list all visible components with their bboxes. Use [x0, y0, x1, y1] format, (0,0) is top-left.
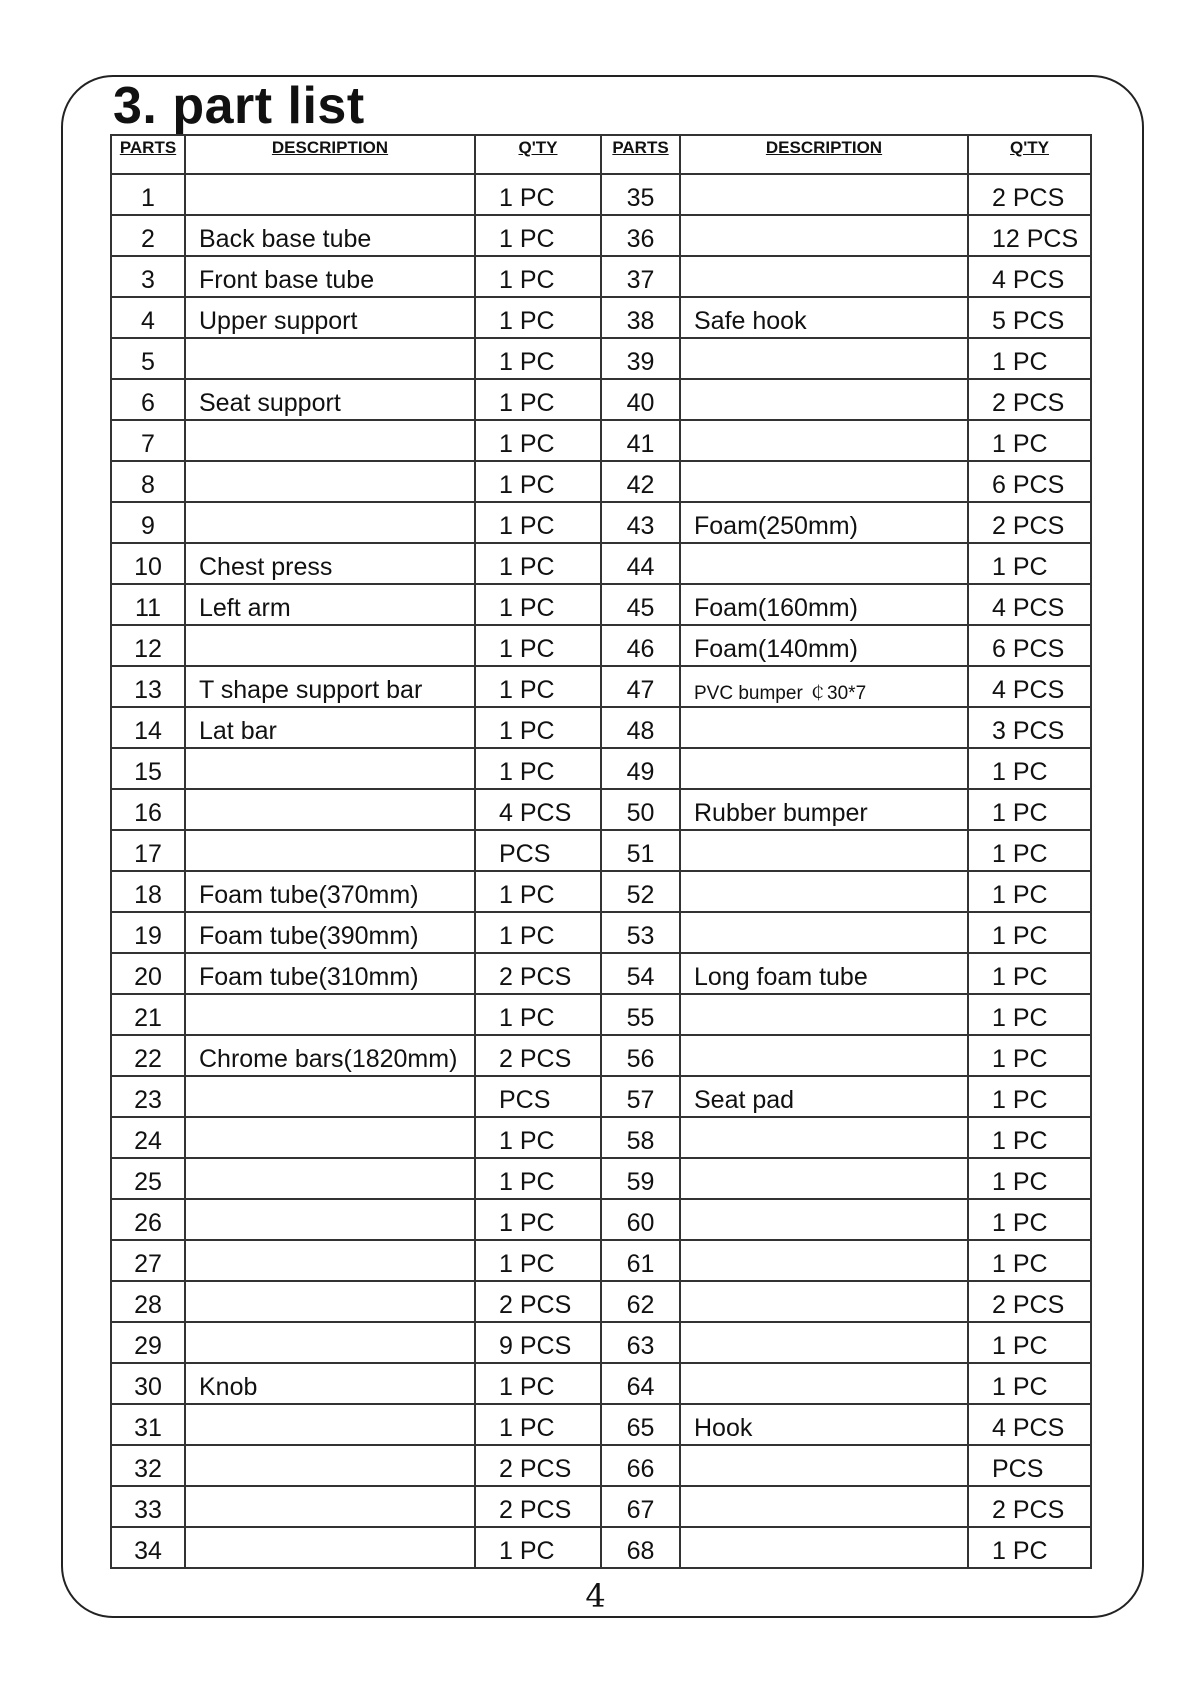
part-number-cell: 63: [601, 1322, 680, 1363]
part-description-cell: Safe hook: [680, 297, 968, 338]
table-row: [111, 1158, 1091, 1199]
table-row: [111, 1281, 1091, 1322]
part-number-cell: 22: [111, 1035, 185, 1076]
part-number-cell: 2: [111, 215, 185, 256]
part-description-cell: [680, 420, 968, 461]
part-description-cell: [185, 994, 475, 1035]
part-number-cell: 15: [111, 748, 185, 789]
table-row: [111, 748, 1091, 789]
table-row: [111, 1199, 1091, 1240]
part-qty-cell: 1 PC: [475, 1527, 601, 1568]
part-description-cell: Seat support: [185, 379, 475, 420]
part-qty-cell: 1 PC: [475, 215, 601, 256]
table-row: [111, 256, 1091, 297]
part-qty-cell: 1 PC: [475, 707, 601, 748]
table-row: [111, 461, 1091, 502]
part-number-cell: 61: [601, 1240, 680, 1281]
part-qty-cell: 1 PC: [968, 748, 1091, 789]
part-number-cell: 20: [111, 953, 185, 994]
part-qty-cell: 6 PCS: [968, 625, 1091, 666]
part-number-cell: 39: [601, 338, 680, 379]
part-number-cell: 42: [601, 461, 680, 502]
part-description-cell: [185, 830, 475, 871]
part-qty-cell: 1 PC: [968, 1199, 1091, 1240]
table-row: [111, 953, 1091, 994]
part-description-cell: [680, 174, 968, 215]
part-number-cell: 6: [111, 379, 185, 420]
table-row: [111, 666, 1091, 707]
table-row: [111, 215, 1091, 256]
part-qty-cell: 1 PC: [968, 1322, 1091, 1363]
part-number-cell: 5: [111, 338, 185, 379]
part-qty-cell: 1 PC: [475, 1404, 601, 1445]
part-description-cell: [680, 461, 968, 502]
part-number-cell: 23: [111, 1076, 185, 1117]
part-description-cell: Foam tube(370mm): [185, 871, 475, 912]
table-row: [111, 912, 1091, 953]
part-description-cell: Foam tube(390mm): [185, 912, 475, 953]
part-description-cell: Foam(140mm): [680, 625, 968, 666]
part-description-cell: [680, 1281, 968, 1322]
part-number-cell: 64: [601, 1363, 680, 1404]
header-description-right: DESCRIPTION: [680, 135, 968, 174]
part-qty-cell: 1 PC: [968, 338, 1091, 379]
part-qty-cell: 2 PCS: [475, 1035, 601, 1076]
part-qty-cell: 1 PC: [475, 1158, 601, 1199]
part-qty-cell: 1 PC: [475, 543, 601, 584]
part-qty-cell: 1 PC: [475, 379, 601, 420]
part-qty-cell: 2 PCS: [968, 174, 1091, 215]
part-description-cell: [185, 748, 475, 789]
part-number-cell: 25: [111, 1158, 185, 1199]
part-qty-cell: 1 PC: [475, 625, 601, 666]
table-row: [111, 1527, 1091, 1568]
part-number-cell: 49: [601, 748, 680, 789]
part-description-cell: [185, 1527, 475, 1568]
part-qty-cell: 1 PC: [475, 994, 601, 1035]
part-qty-cell: 1 PC: [968, 1240, 1091, 1281]
part-description-cell: Back base tube: [185, 215, 475, 256]
part-number-cell: 44: [601, 543, 680, 584]
part-qty-cell: 1 PC: [475, 1240, 601, 1281]
part-description-cell: [680, 1363, 968, 1404]
part-number-cell: 27: [111, 1240, 185, 1281]
part-description-cell: Hook: [680, 1404, 968, 1445]
header-parts-right: PARTS: [601, 135, 680, 174]
table-row: [111, 1240, 1091, 1281]
part-number-cell: 68: [601, 1527, 680, 1568]
part-description-cell: T shape support bar: [185, 666, 475, 707]
part-number-cell: 1: [111, 174, 185, 215]
part-description-cell: [680, 1527, 968, 1568]
part-number-cell: 52: [601, 871, 680, 912]
page-title: 3. part list: [113, 77, 365, 135]
part-number-cell: 24: [111, 1117, 185, 1158]
part-description-cell: Front base tube: [185, 256, 475, 297]
part-number-cell: 33: [111, 1486, 185, 1527]
part-description-cell: [680, 338, 968, 379]
table-row: [111, 543, 1091, 584]
part-qty-cell: 4 PCS: [475, 789, 601, 830]
part-description-cell: [185, 1486, 475, 1527]
part-number-cell: 31: [111, 1404, 185, 1445]
table-row: [111, 994, 1091, 1035]
part-number-cell: 58: [601, 1117, 680, 1158]
part-number-cell: 18: [111, 871, 185, 912]
part-description-cell: [185, 502, 475, 543]
part-qty-cell: PCS: [475, 830, 601, 871]
part-number-cell: 51: [601, 830, 680, 871]
part-qty-cell: 2 PCS: [968, 1281, 1091, 1322]
part-description-cell: Upper support: [185, 297, 475, 338]
part-qty-cell: 2 PCS: [475, 953, 601, 994]
table-row: [111, 1445, 1091, 1486]
part-qty-cell: 1 PC: [475, 666, 601, 707]
part-description-cell: [185, 1445, 475, 1486]
part-qty-cell: 1 PC: [968, 871, 1091, 912]
part-number-cell: 29: [111, 1322, 185, 1363]
part-qty-cell: 1 PC: [475, 338, 601, 379]
part-description-cell: [185, 1199, 475, 1240]
part-number-cell: 10: [111, 543, 185, 584]
part-number-cell: 11: [111, 584, 185, 625]
part-number-cell: 35: [601, 174, 680, 215]
part-number-cell: 26: [111, 1199, 185, 1240]
part-number-cell: 16: [111, 789, 185, 830]
part-description-cell: [680, 707, 968, 748]
part-description-cell: [680, 994, 968, 1035]
table-row: [111, 1404, 1091, 1445]
part-number-cell: 57: [601, 1076, 680, 1117]
header-qty-left: Q'TY: [475, 135, 601, 174]
table-row: [111, 625, 1091, 666]
part-description-cell: [185, 1404, 475, 1445]
part-description-cell: [680, 871, 968, 912]
table-row: [111, 871, 1091, 912]
table-row: [111, 379, 1091, 420]
part-number-cell: 19: [111, 912, 185, 953]
part-qty-cell: 2 PCS: [968, 379, 1091, 420]
part-description-cell: [680, 1445, 968, 1486]
part-description-cell: [185, 1158, 475, 1199]
part-qty-cell: 2 PCS: [475, 1486, 601, 1527]
part-qty-cell: 5 PCS: [968, 297, 1091, 338]
part-qty-cell: 6 PCS: [968, 461, 1091, 502]
table-row: [111, 1117, 1091, 1158]
part-qty-cell: 12 PCS: [968, 215, 1091, 256]
part-qty-cell: 1 PC: [475, 1199, 601, 1240]
table-row: [111, 297, 1091, 338]
part-description-cell: Foam(160mm): [680, 584, 968, 625]
part-description-cell: Foam tube(310mm): [185, 953, 475, 994]
part-number-cell: 41: [601, 420, 680, 461]
part-description-cell: [680, 256, 968, 297]
part-description-cell: [680, 543, 968, 584]
part-number-cell: 30: [111, 1363, 185, 1404]
part-number-cell: 66: [601, 1445, 680, 1486]
part-qty-cell: 1 PC: [968, 912, 1091, 953]
part-description-cell: [680, 1117, 968, 1158]
table-row: [111, 502, 1091, 543]
page-number: 4: [585, 1577, 606, 1615]
part-description-cell: [680, 1486, 968, 1527]
part-qty-cell: 1 PC: [475, 1117, 601, 1158]
part-number-cell: 65: [601, 1404, 680, 1445]
part-number-cell: 43: [601, 502, 680, 543]
part-description-cell: PVC bumper ￠30*7: [680, 666, 968, 707]
part-number-cell: 46: [601, 625, 680, 666]
part-qty-cell: 1 PC: [475, 912, 601, 953]
parts-table: [110, 134, 1092, 1569]
part-qty-cell: 1 PC: [475, 256, 601, 297]
part-number-cell: 53: [601, 912, 680, 953]
part-description-cell: [185, 174, 475, 215]
part-number-cell: 4: [111, 297, 185, 338]
part-number-cell: 34: [111, 1527, 185, 1568]
part-number-cell: 28: [111, 1281, 185, 1322]
part-description-cell: Foam(250mm): [680, 502, 968, 543]
part-qty-cell: 1 PC: [475, 174, 601, 215]
part-description-cell: [185, 420, 475, 461]
part-qty-cell: PCS: [475, 1076, 601, 1117]
part-description-cell: [680, 1035, 968, 1076]
table-row: [111, 707, 1091, 748]
table-row: [111, 1322, 1091, 1363]
header-qty-right: Q'TY: [968, 135, 1091, 174]
part-number-cell: 50: [601, 789, 680, 830]
table-row: [111, 789, 1091, 830]
part-number-cell: 67: [601, 1486, 680, 1527]
part-number-cell: 37: [601, 256, 680, 297]
part-qty-cell: 1 PC: [968, 420, 1091, 461]
part-number-cell: 7: [111, 420, 185, 461]
part-qty-cell: 1 PC: [968, 1076, 1091, 1117]
part-description-cell: [680, 1158, 968, 1199]
part-description-cell: [680, 748, 968, 789]
part-qty-cell: 1 PC: [968, 953, 1091, 994]
table-row: [111, 1035, 1091, 1076]
part-qty-cell: 1 PC: [475, 502, 601, 543]
part-qty-cell: 1 PC: [475, 420, 601, 461]
part-description-cell: Chest press: [185, 543, 475, 584]
part-number-cell: 59: [601, 1158, 680, 1199]
part-description-cell: Rubber bumper: [680, 789, 968, 830]
part-qty-cell: 1 PC: [968, 1527, 1091, 1568]
part-description-cell: [185, 625, 475, 666]
part-description-cell: [185, 1117, 475, 1158]
table-row: [111, 1486, 1091, 1527]
part-description-cell: [680, 912, 968, 953]
table-row: [111, 174, 1091, 215]
part-description-cell: [680, 830, 968, 871]
part-number-cell: 9: [111, 502, 185, 543]
part-qty-cell: 1 PC: [475, 1363, 601, 1404]
part-qty-cell: 1 PC: [968, 994, 1091, 1035]
part-description-cell: Chrome bars(1820mm): [185, 1035, 475, 1076]
part-number-cell: 55: [601, 994, 680, 1035]
table-row: [111, 1363, 1091, 1404]
part-description-cell: [185, 461, 475, 502]
part-qty-cell: 2 PCS: [968, 502, 1091, 543]
part-description-cell: [185, 1281, 475, 1322]
part-number-cell: 56: [601, 1035, 680, 1076]
part-qty-cell: 1 PC: [475, 297, 601, 338]
part-qty-cell: 1 PC: [475, 871, 601, 912]
part-description-cell: Left arm: [185, 584, 475, 625]
part-qty-cell: 4 PCS: [968, 1404, 1091, 1445]
part-number-cell: 48: [601, 707, 680, 748]
part-description-cell: [185, 338, 475, 379]
part-description-cell: Seat pad: [680, 1076, 968, 1117]
part-number-cell: 60: [601, 1199, 680, 1240]
part-qty-cell: 2 PCS: [968, 1486, 1091, 1527]
part-description-cell: [680, 1240, 968, 1281]
table-row: [111, 584, 1091, 625]
table-row: [111, 420, 1091, 461]
part-description-cell: [680, 379, 968, 420]
part-qty-cell: 1 PC: [968, 1158, 1091, 1199]
part-qty-cell: 1 PC: [968, 830, 1091, 871]
part-qty-cell: 1 PC: [968, 1363, 1091, 1404]
table-row: [111, 338, 1091, 379]
part-qty-cell: PCS: [968, 1445, 1091, 1486]
part-description-cell: Lat bar: [185, 707, 475, 748]
part-qty-cell: 2 PCS: [475, 1445, 601, 1486]
part-number-cell: 8: [111, 461, 185, 502]
part-number-cell: 3: [111, 256, 185, 297]
part-qty-cell: 1 PC: [968, 543, 1091, 584]
part-qty-cell: 4 PCS: [968, 666, 1091, 707]
part-qty-cell: 2 PCS: [475, 1281, 601, 1322]
header-parts-left: PARTS: [111, 135, 185, 174]
part-qty-cell: 4 PCS: [968, 256, 1091, 297]
part-number-cell: 45: [601, 584, 680, 625]
part-number-cell: 14: [111, 707, 185, 748]
part-qty-cell: 3 PCS: [968, 707, 1091, 748]
part-number-cell: 36: [601, 215, 680, 256]
part-number-cell: 47: [601, 666, 680, 707]
table-row: [111, 1076, 1091, 1117]
part-description-cell: [680, 1322, 968, 1363]
part-qty-cell: 1 PC: [968, 1117, 1091, 1158]
part-number-cell: 62: [601, 1281, 680, 1322]
part-description-cell: [185, 1322, 475, 1363]
part-description-cell: [680, 1199, 968, 1240]
part-number-cell: 54: [601, 953, 680, 994]
table-header-row: [111, 135, 1091, 174]
parts-table-body: [111, 174, 1091, 1568]
part-description-cell: [185, 1240, 475, 1281]
part-description-cell: [185, 789, 475, 830]
part-qty-cell: 1 PC: [968, 1035, 1091, 1076]
part-description-cell: [185, 1076, 475, 1117]
part-number-cell: 32: [111, 1445, 185, 1486]
part-qty-cell: 1 PC: [968, 789, 1091, 830]
part-qty-cell: 9 PCS: [475, 1322, 601, 1363]
part-description-cell: [680, 215, 968, 256]
part-number-cell: 13: [111, 666, 185, 707]
part-description-cell: Long foam tube: [680, 953, 968, 994]
part-number-cell: 40: [601, 379, 680, 420]
part-qty-cell: 1 PC: [475, 461, 601, 502]
part-number-cell: 17: [111, 830, 185, 871]
part-number-cell: 12: [111, 625, 185, 666]
part-number-cell: 21: [111, 994, 185, 1035]
part-qty-cell: 1 PC: [475, 584, 601, 625]
part-qty-cell: 1 PC: [475, 748, 601, 789]
header-description-left: DESCRIPTION: [185, 135, 475, 174]
table-row: [111, 830, 1091, 871]
part-number-cell: 38: [601, 297, 680, 338]
part-description-cell: Knob: [185, 1363, 475, 1404]
part-qty-cell: 4 PCS: [968, 584, 1091, 625]
